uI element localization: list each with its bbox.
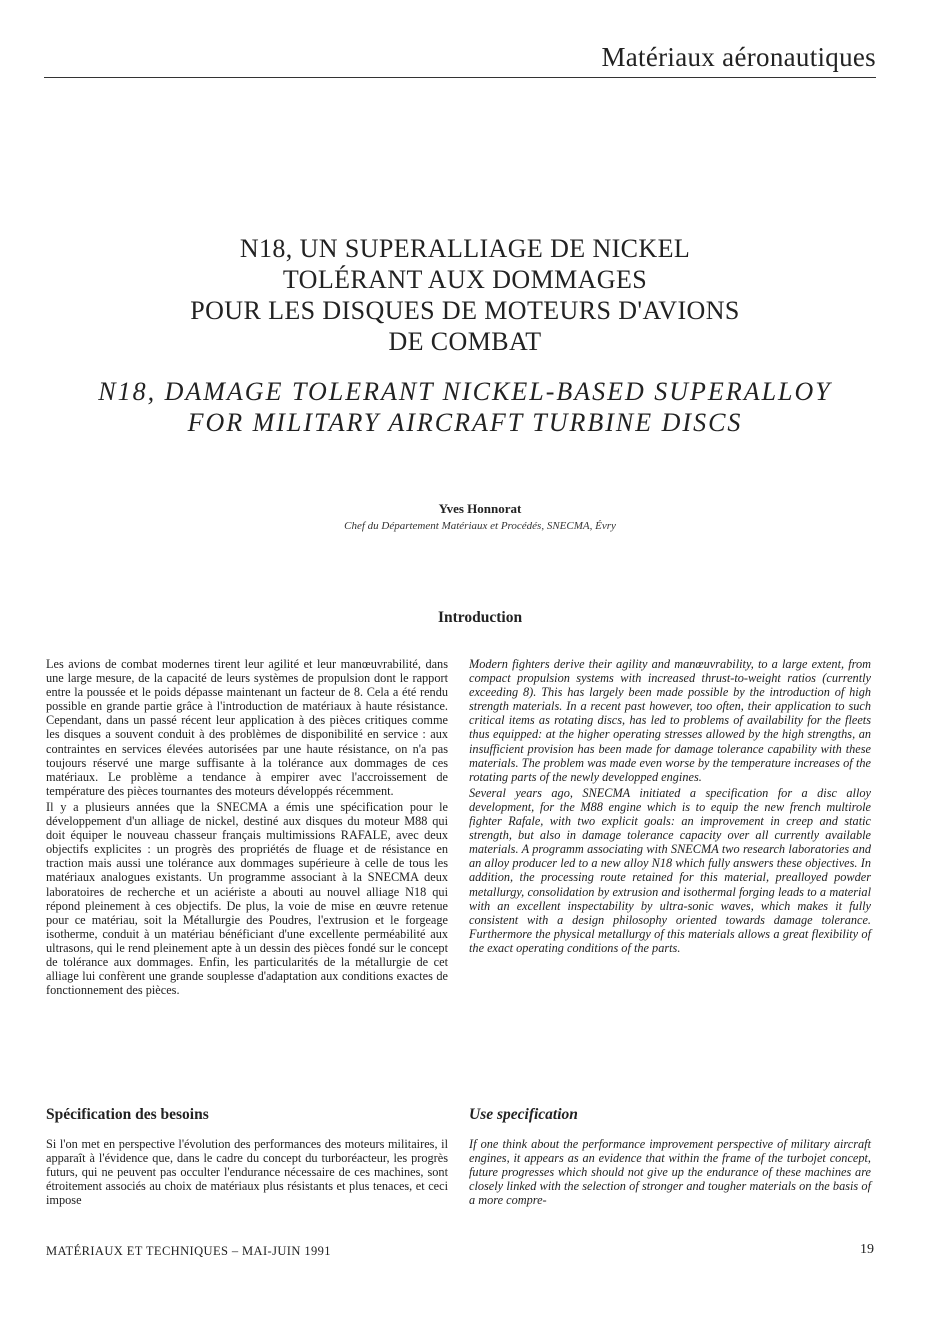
french-title xyxy=(60,233,870,357)
english-title-line: FOR MILITARY AIRCRAFT TURBINE DISCS xyxy=(187,408,743,437)
french-title-line: POUR LES DISQUES DE MOTEURS D'AVIONS xyxy=(190,296,740,325)
specification-english-column xyxy=(469,1137,871,1209)
english-title xyxy=(40,376,890,438)
section-title: Matériaux aéronautiques xyxy=(601,42,876,72)
journal-footer: MATÉRIAUX ET TECHNIQUES – MAI-JUIN 1991 xyxy=(46,1244,331,1258)
paragraph: Modern fighters derive their agility and manœuvrability, to a large extent, from compact propulsion systems with increased thrust-to-weight ratios (currently exceeding 8). This has largely been made possible by the introduction of high strength materials. In a recent past however, too often, their application to such critical items as rotating discs, has led to problems of availability for the fleets thus equipped: at the higher operating stresses allowed by the high strengths, an insufficient provision has been made for damage tolerance capability with these materials. The problem was made even worse by the temperature increases of the rotating parts of the newly developped engines. xyxy=(469,657,871,784)
author-name: Yves Honnorat xyxy=(438,501,522,516)
section-heading-french: Spécification des besoins xyxy=(46,1106,209,1123)
introduction-heading: Introduction xyxy=(437,609,523,626)
paragraph: Les avions de combat modernes tirent leur agilité et leur manœuvrabilité, dans une large mesure, de la capacité de leurs systèmes de propulsion dont le rapport entre la poussée et le poids dépasse maintenant un facteur de 8. Cela a été rendu possible en grande partie grâce à l'introduction de matériaux à haute résistance. Cependant, dans un passé récent leur application à des pièces critiques comme les disques a souvent conduit à des problèmes de disponibilité en service : aux contraintes en services élevées autorisées par une haute résistance, on n'a pas toujours réservé une marge suffisante à la tolérance aux dommages de ces matériaux. Le problème a tendance à empirer avec l'accroissement de température des pièces tournantes des moteurs développés récemment. xyxy=(46,657,448,798)
french-title-line: N18, UN SUPERALLIAGE DE NICKEL xyxy=(239,234,691,263)
paragraph: Si l'on met en perspective l'évolution des performances des moteurs militaires, il apparaît à l'évidence que, dans le cadre du concept du turboréacteur, les progrès futurs, qui ne peuvent pas occulter l'endurance nécessaire de ces machines, sont étroitement associés au choix de matériaux plus résistants et plus tenaces, et ceci impose xyxy=(46,1137,448,1208)
paragraph: Il y a plusieurs années que la SNECMA a émis une spécification pour le développement d'un alliage de nickel, destiné aux disques du moteur M88 qui doit équiper le nouveau chasseur français multimissions RAFALE, avec deux objectifs explicites : un progrès des propriétés de fluage et de résistance en traction mais aussi une tolérance aux dommages supérieure à celle de tous les matériaux analogues existants. Un programme associant à la SNECMA deux laboratoires de recherche et un aciériste a abouti au nouvel alliage N18 qui répond pleinement à ces objectifs. De plus, la voie de mise en œuvre retenue pour ce matériau, soit la Métallurgie des Poudres, l'extrusion et le forgeage isotherme, conduit à un matériau bénéficiant d'une excellente perméabilité aux ultrasons, qui le rend pleinement apte à un dessin des pièces fondé sur le concept de tolérance aux dommages. Enfin, les particularités de la métallurgie de cet alliage lui confèrent une grande souplesse d'adaptation aux conditions exactes de fonctionnement des pièces. xyxy=(46,799,448,998)
page-number: 19 xyxy=(860,1242,874,1257)
specification-french-column xyxy=(46,1137,448,1209)
section-heading-english: Use specification xyxy=(469,1106,578,1123)
author-affiliation: Chef du Département Matériaux et Procédés, SNECMA, Évry xyxy=(344,520,616,532)
french-title-line: TOLÉRANT AUX DOMMAGES xyxy=(282,265,648,294)
paragraph: Several years ago, SNECMA initiated a specification for a disc alloy development, for the M88 engine which is to equip the new french multirole fighter Rafale, with two explicit goals: an improvement in creep and static strength, but also in damage tolerance capacity over all currently available materials. A programm associating with SNECMA two research laboratories and an alloy producer led to a new alloy N18 which fully answers these objectives. In addition, the processing route retained for this material, prealloyed powder metallurgy, consolidation by extrusion and isothermal forging leads to a material with an excellent inspectability by ultra-sonic waves, which makes it fully consistent with a design philosophy oriented towards damage tolerance. Furthermore the physical metallurgy of this materials allows a great flexibility of the exact operating conditions of the parts. xyxy=(469,785,871,955)
english-title-line: N18, DAMAGE TOLERANT NICKEL-BASED SUPERALLOY xyxy=(98,377,832,406)
introduction-french-column xyxy=(46,657,448,999)
paragraph: If one think about the performance improvement perspective of military aircraft engines, it appears as an evidence that within the frame of the turbojet concept, future progresses which should not give up the endurance of these machines are closely linked with the selection of stronger and tougher materials on the basis of a more compre- xyxy=(469,1137,871,1208)
french-title-line: DE COMBAT xyxy=(388,327,542,356)
header-divider xyxy=(44,77,876,78)
introduction-english-column xyxy=(469,657,871,957)
